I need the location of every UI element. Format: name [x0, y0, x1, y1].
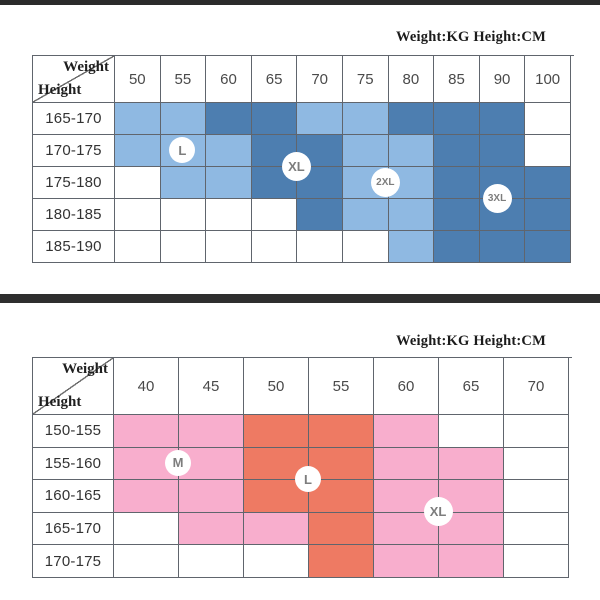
- size-grid-cell: [252, 167, 298, 199]
- size-grid-cell: [115, 231, 161, 263]
- size-grid-cell: [525, 167, 571, 199]
- weight-col-header: 70: [504, 358, 569, 415]
- size-badge-l: L: [169, 137, 195, 163]
- size-grid-cell: [389, 231, 435, 263]
- size-grid-cell: [252, 135, 298, 167]
- size-grid-cell: [244, 415, 309, 448]
- size-grid-cell: [480, 167, 526, 199]
- size-grid-cell: [297, 167, 343, 199]
- size-grid-cell: [389, 103, 435, 135]
- size-grid-cell: [114, 448, 179, 481]
- units-label-bottom: Weight:KG Height:CM: [396, 333, 546, 349]
- y-axis-title: Height: [38, 394, 82, 410]
- size-grid-cell: [480, 199, 526, 231]
- height-row-label: 165-170: [33, 103, 115, 135]
- size-grid-cell: [439, 415, 504, 448]
- size-grid-cell: [389, 167, 435, 199]
- size-grid-cell: [434, 103, 480, 135]
- weight-col-header: 65: [439, 358, 504, 415]
- height-row-label: 185-190: [33, 231, 115, 263]
- weight-col-header: 50: [244, 358, 309, 415]
- size-grid-cell: [114, 545, 179, 578]
- size-grid-cell: [343, 103, 389, 135]
- weight-col-header: 55: [309, 358, 374, 415]
- size-grid-cell: [179, 480, 244, 513]
- height-row-label: 180-185: [33, 199, 115, 231]
- size-grid-cell: [115, 199, 161, 231]
- size-grid-cell: [525, 199, 571, 231]
- size-grid-cell: [161, 103, 207, 135]
- weight-col-header: 50: [115, 56, 161, 103]
- size-grid-cell: [115, 103, 161, 135]
- size-grid-cell: [244, 448, 309, 481]
- height-row-label: 160-165: [33, 480, 114, 513]
- y-axis-title: Height: [38, 82, 82, 98]
- height-row-label: 170-175: [33, 135, 115, 167]
- size-grid-cell: [161, 167, 207, 199]
- blue-size-chart: [32, 55, 574, 267]
- weight-col-header: 60: [206, 56, 252, 103]
- weight-col-header: 65: [252, 56, 298, 103]
- size-grid-cell: [343, 199, 389, 231]
- size-grid-cell: [161, 135, 207, 167]
- weight-col-header: 85: [434, 56, 480, 103]
- size-grid-cell: [389, 199, 435, 231]
- height-row-label: 170-175: [33, 545, 114, 578]
- size-grid-cell: [114, 513, 179, 546]
- size-grid-cell: [309, 545, 374, 578]
- size-grid-cell: [504, 480, 569, 513]
- size-grid-cell: [297, 199, 343, 231]
- pink-size-grid: [32, 357, 572, 578]
- size-grid-cell: [439, 448, 504, 481]
- size-badge-xl: XL: [424, 497, 453, 526]
- size-grid-cell: [434, 167, 480, 199]
- corner-header-cell: [33, 358, 114, 415]
- size-grid-cell: [439, 480, 504, 513]
- size-grid-cell: [206, 231, 252, 263]
- size-grid-cell: [244, 480, 309, 513]
- size-grid-cell: [297, 103, 343, 135]
- height-row-label: 165-170: [33, 513, 114, 546]
- size-badge-2xl: 2XL: [371, 168, 400, 197]
- size-grid-cell: [179, 513, 244, 546]
- height-row-label: 175-180: [33, 167, 115, 199]
- size-grid-cell: [480, 103, 526, 135]
- size-grid-cell: [179, 415, 244, 448]
- size-grid-cell: [297, 135, 343, 167]
- size-grid-cell: [480, 231, 526, 263]
- size-grid-cell: [343, 167, 389, 199]
- size-grid-cell: [504, 415, 569, 448]
- middle-divider-bar: [0, 294, 600, 303]
- size-grid-cell: [161, 231, 207, 263]
- size-badge-xl: XL: [282, 152, 311, 181]
- top-divider-bar: [0, 0, 600, 5]
- size-grid-cell: [297, 231, 343, 263]
- size-grid-cell: [161, 199, 207, 231]
- size-grid-cell: [434, 199, 480, 231]
- size-grid-cell: [374, 513, 439, 546]
- weight-col-header: 75: [343, 56, 389, 103]
- size-grid-cell: [434, 231, 480, 263]
- size-grid-cell: [179, 448, 244, 481]
- size-grid-cell: [206, 199, 252, 231]
- size-grid-cell: [434, 135, 480, 167]
- size-badge-m: M: [165, 450, 191, 476]
- pink-size-chart: [32, 357, 572, 581]
- size-grid-cell: [244, 545, 309, 578]
- weight-col-header: 70: [297, 56, 343, 103]
- size-grid-cell: [504, 545, 569, 578]
- weight-col-header: 80: [389, 56, 435, 103]
- size-grid-cell: [309, 448, 374, 481]
- size-grid-cell: [374, 415, 439, 448]
- size-grid-cell: [114, 415, 179, 448]
- height-row-label: 150-155: [33, 415, 114, 448]
- weight-col-header: 45: [179, 358, 244, 415]
- size-grid-cell: [309, 513, 374, 546]
- size-badge-l: L: [295, 466, 321, 492]
- size-grid-cell: [252, 231, 298, 263]
- size-grid-cell: [525, 135, 571, 167]
- size-grid-cell: [343, 135, 389, 167]
- size-grid-cell: [439, 545, 504, 578]
- size-grid-cell: [504, 513, 569, 546]
- size-grid-cell: [374, 545, 439, 578]
- weight-col-header: 90: [480, 56, 526, 103]
- size-grid-cell: [252, 103, 298, 135]
- size-grid-cell: [343, 231, 389, 263]
- size-grid-cell: [480, 135, 526, 167]
- size-grid-cell: [206, 103, 252, 135]
- weight-col-header: 40: [114, 358, 179, 415]
- weight-col-header: 60: [374, 358, 439, 415]
- size-grid-cell: [206, 167, 252, 199]
- size-grid-cell: [206, 135, 252, 167]
- size-grid-cell: [309, 480, 374, 513]
- size-grid-cell: [114, 480, 179, 513]
- size-grid-cell: [525, 103, 571, 135]
- size-grid-cell: [115, 167, 161, 199]
- corner-header-cell: [33, 56, 115, 103]
- size-badge-3xl: 3XL: [483, 184, 512, 213]
- size-grid-cell: [309, 415, 374, 448]
- size-grid-cell: [115, 135, 161, 167]
- x-axis-title: Weight: [62, 361, 108, 377]
- size-grid-cell: [374, 480, 439, 513]
- size-grid-cell: [439, 513, 504, 546]
- size-grid-cell: [525, 231, 571, 263]
- size-grid-cell: [252, 199, 298, 231]
- size-grid-cell: [389, 135, 435, 167]
- blue-size-grid: [32, 55, 574, 263]
- size-grid-cell: [244, 513, 309, 546]
- size-grid-cell: [179, 545, 244, 578]
- size-grid-cell: [374, 448, 439, 481]
- size-grid-cell: [504, 448, 569, 481]
- x-axis-title: Weight: [63, 59, 109, 75]
- weight-col-header: 100: [525, 56, 571, 103]
- height-row-label: 155-160: [33, 448, 114, 481]
- weight-col-header: 55: [161, 56, 207, 103]
- units-label-top: Weight:KG Height:CM: [396, 29, 546, 45]
